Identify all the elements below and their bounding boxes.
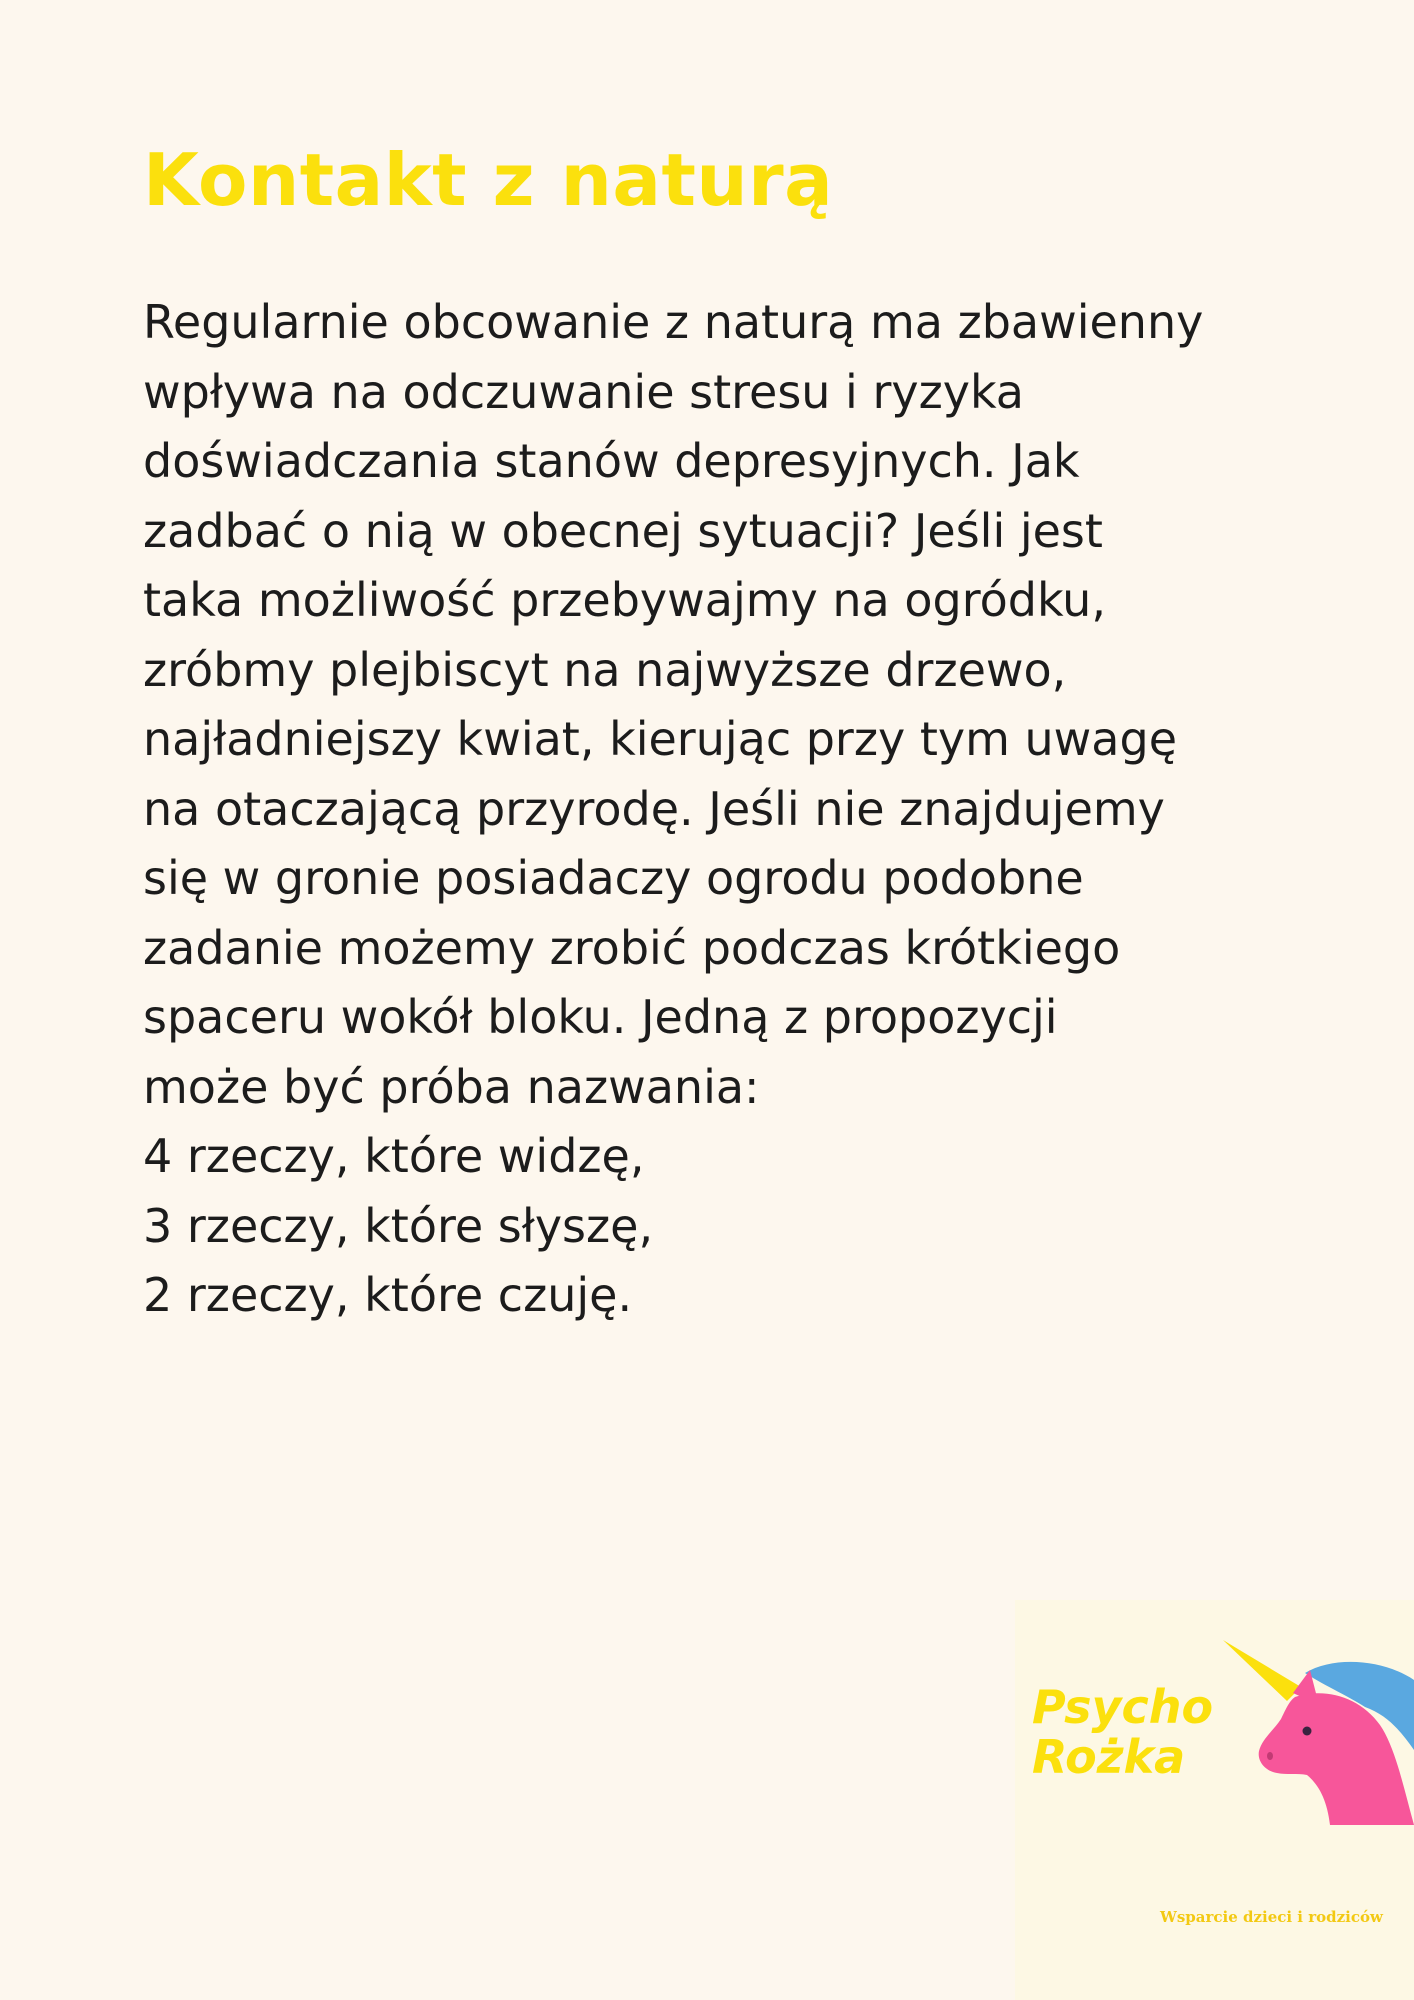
body-line: najładniejszy kwiat, kierując przy tym uwagę: [143, 712, 1177, 766]
body-line: się w gronie posiadaczy ogrodu podobne: [143, 851, 1084, 905]
body-line: spaceru wokół bloku. Jedną z propozycji: [143, 990, 1058, 1044]
body-line: 4 rzeczy, które widzę,: [143, 1129, 645, 1183]
body-line: 3 rzeczy, które słyszę,: [143, 1198, 654, 1253]
body-line: wpływa na odczuwanie stresu i ryzyka: [143, 364, 1024, 419]
logo-wordmark: [1032, 1682, 1213, 1782]
body-line: na otaczającą przyrodę. Jeśli nie znajdujemy: [143, 781, 1165, 836]
unicorn-eye: [1303, 1727, 1312, 1736]
unicorn-nostril: [1267, 1752, 1273, 1760]
page-title: Kontakt z naturą: [143, 138, 834, 222]
body-line: 2 rzeczy, które czuję.: [143, 1268, 633, 1322]
logo-tagline: Wsparcie dzieci i rodziców: [1160, 1908, 1383, 1926]
body-line: zróbmy plejbiscyt na najwyższe drzewo,: [143, 642, 1067, 697]
unicorn-icon: [1215, 1635, 1414, 1825]
logo-name-line1: Psycho: [1032, 1680, 1214, 1734]
body-line: doświadczania stanów depresyjnych. Jak: [143, 434, 1080, 488]
logo-name-line2: Rożka: [1032, 1730, 1186, 1784]
body-line: może być próba nazwania:: [143, 1059, 760, 1114]
unicorn-horn: [1223, 1640, 1301, 1701]
body-line: zadanie możemy zrobić podczas krótkiego: [143, 920, 1121, 975]
body-line: taka możliwość przebywajmy na ogródku,: [143, 573, 1106, 627]
body-paragraph: [143, 288, 1323, 1331]
body-line: Regularnie obcowanie z naturą ma zbawienny: [143, 295, 1204, 349]
body-line: zadbać o nią w obecnej sytuacji? Jeśli jest: [143, 503, 1103, 558]
